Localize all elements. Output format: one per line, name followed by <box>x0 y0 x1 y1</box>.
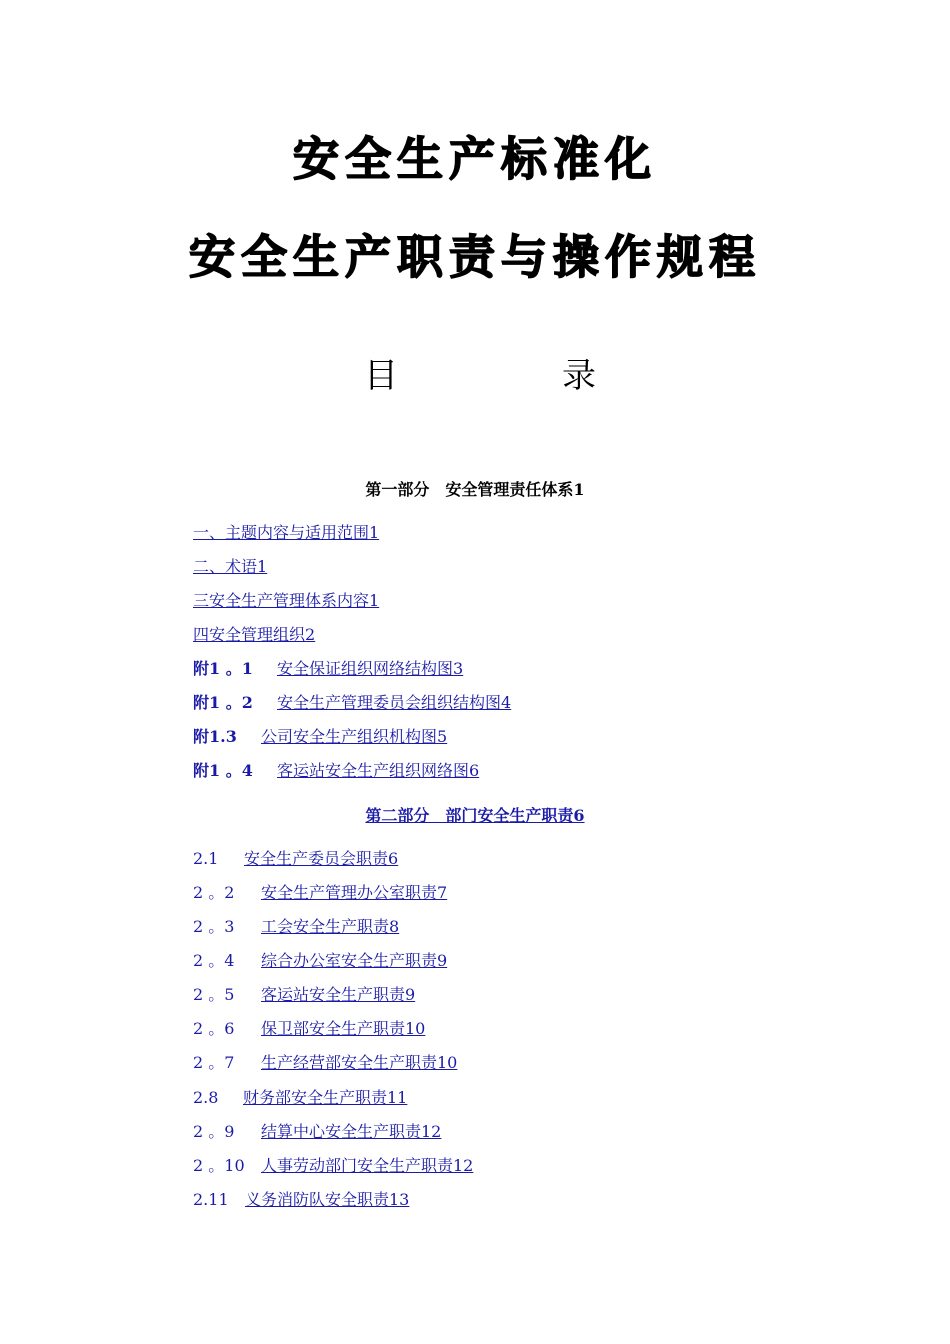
part2-link[interactable]: 第二部分 部门安全生产职责6 <box>365 806 585 825</box>
toc-link-text: 生产经营部安全生产职责10 <box>261 1053 458 1072</box>
toc-link[interactable] <box>193 984 415 1006</box>
toc-link-number: 2.1 <box>193 849 219 868</box>
toc-link-text: 客运站安全生产职责9 <box>261 985 416 1004</box>
toc-link[interactable] <box>193 1018 425 1040</box>
toc-link[interactable] <box>193 950 447 972</box>
toc-link-text: 公司安全生产组织机构图5 <box>261 727 448 746</box>
toc-link-number: 2 。7 <box>193 1053 235 1072</box>
toc-heading-right: 录 <box>562 356 596 396</box>
toc-link-number: 2 。4 <box>193 951 235 970</box>
toc-link-text: 义务消防队安全职责13 <box>245 1190 410 1209</box>
title-line-1: 安全生产标准化 <box>293 132 657 186</box>
toc-link[interactable] <box>193 556 267 578</box>
toc-link-text: 工会安全生产职责8 <box>261 917 400 936</box>
toc-link-text: 安全生产管理办公室职责7 <box>261 883 448 902</box>
part1-heading: 第一部分 安全管理责任体系1 <box>365 480 585 499</box>
toc-link[interactable] <box>193 1155 473 1177</box>
toc-link-text: 财务部安全生产职责11 <box>243 1088 408 1107</box>
toc-link[interactable] <box>193 916 399 938</box>
toc-link[interactable] <box>193 1189 409 1211</box>
toc-link-number: 2.8 <box>193 1088 219 1107</box>
toc-link-number: 2 。6 <box>193 1019 235 1038</box>
toc-link[interactable] <box>193 692 511 714</box>
toc-link-text: 三安全生产管理体系内容1 <box>193 591 380 610</box>
toc-link-text: 综合办公室安全生产职责9 <box>261 951 448 970</box>
toc-link-number: 2 。3 <box>193 917 235 936</box>
toc-link-text: 人事劳动部门安全生产职责12 <box>261 1156 474 1175</box>
toc-link-text: 二、术语1 <box>193 557 268 576</box>
toc-link-text: 安全生产管理委员会组织结构图4 <box>277 693 512 712</box>
toc-link-number: 附1 。1 <box>193 659 253 678</box>
toc-link-text: 安全生产委员会职责6 <box>244 849 399 868</box>
toc-link[interactable] <box>193 624 315 646</box>
toc-heading <box>0 352 950 402</box>
toc-link[interactable] <box>193 882 447 904</box>
toc-link[interactable] <box>193 658 463 680</box>
toc-link[interactable] <box>193 522 379 544</box>
toc-heading-left: 目 <box>364 356 398 396</box>
toc-link-number: 2 。5 <box>193 985 235 1004</box>
toc-link[interactable] <box>193 1052 457 1074</box>
toc-link[interactable] <box>193 848 398 870</box>
toc-link[interactable] <box>193 590 379 612</box>
toc-link-number: 2 。9 <box>193 1122 235 1141</box>
title-line-2: 安全生产职责与操作规程 <box>189 230 761 284</box>
toc-link-number: 2 。10 <box>193 1156 245 1175</box>
toc-link-text: 四安全管理组织2 <box>193 625 316 644</box>
toc-link-text: 结算中心安全生产职责12 <box>261 1122 442 1141</box>
toc-link-number: 附1.3 <box>193 727 237 746</box>
toc-link-text: 安全保证组织网络结构图3 <box>277 659 464 678</box>
toc-link-number: 2 。2 <box>193 883 235 902</box>
toc-link-number: 附1 。2 <box>193 693 253 712</box>
toc-link[interactable] <box>193 760 479 782</box>
part2-heading <box>0 805 950 827</box>
toc-link-text: 一、主题内容与适用范围1 <box>193 523 380 542</box>
toc-link-number: 2.11 <box>193 1190 229 1209</box>
toc-link-text: 客运站安全生产组织网络图6 <box>277 761 480 780</box>
toc-link[interactable] <box>193 1087 407 1109</box>
toc-link[interactable] <box>193 726 447 748</box>
toc-link[interactable] <box>193 1121 441 1143</box>
toc-link-number: 附1 。4 <box>193 761 253 780</box>
toc-link-text: 保卫部安全生产职责10 <box>261 1019 426 1038</box>
